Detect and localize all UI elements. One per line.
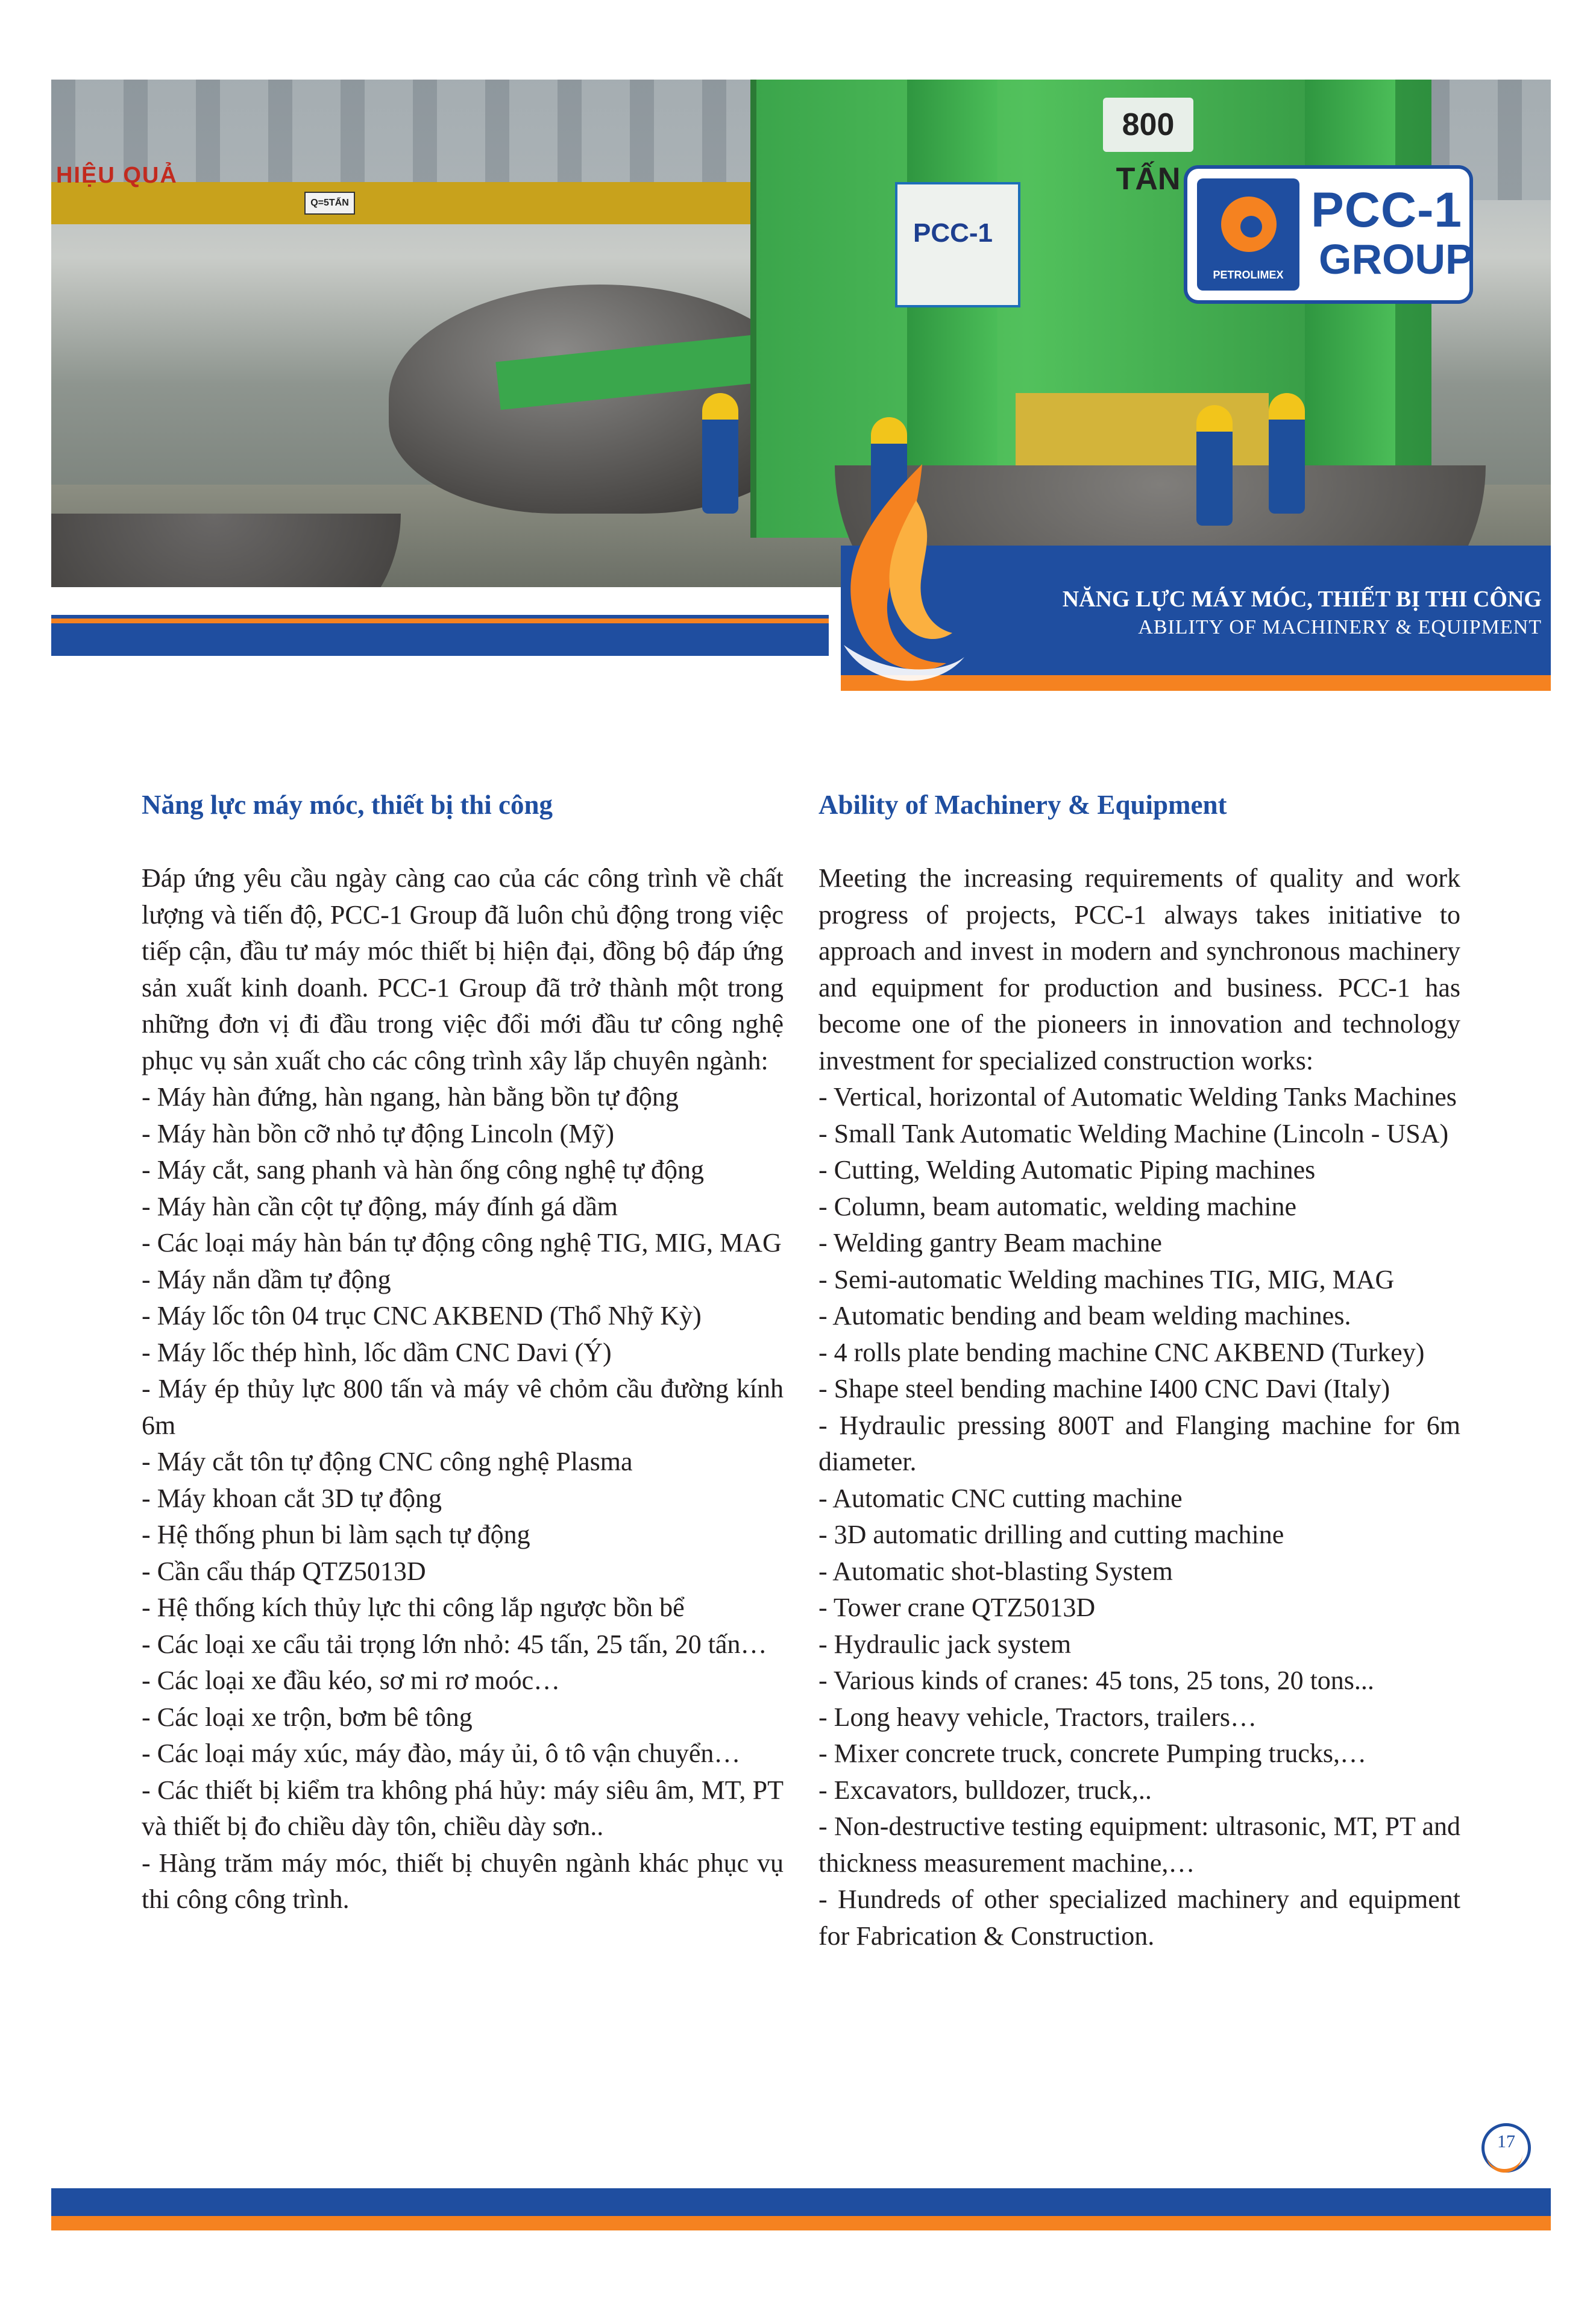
page-number-badge <box>1481 2123 1530 2171</box>
press-capacity-label: 800 TẤN <box>1103 98 1193 152</box>
column-vietnamese <box>142 787 784 1918</box>
list-item: - Tower crane QTZ5013D <box>818 1593 1096 1622</box>
list-item: - Hydraulic pressing 800T and Flanging machine for 6m diameter. <box>818 1410 1460 1476</box>
list-item: - Các loại xe trộn, bơm bê tông <box>142 1702 473 1732</box>
intro-paragraph-en: Meeting the increasing requirements of quality and work progress of projects, PCC-1 always takes initiative to approach and invest in modern and synchronous machinery and equipment for production and business. PCC-1 has become one of the pioneers in innovation and technology investment for specialized construction works: <box>818 863 1460 1075</box>
worker <box>1196 405 1233 526</box>
heading-en: Ability of Machinery & Equipment <box>818 790 1227 820</box>
pcc1-group-logo <box>1187 169 1474 300</box>
equipment-list-vn <box>142 1079 784 1918</box>
list-item: - Các loại xe đầu kéo, sơ mi rơ moóc… <box>142 1666 561 1695</box>
list-item: - Máy cắt, sang phanh và hàn ống công nghệ tự động <box>142 1155 704 1185</box>
section-title-vn: NĂNG LỰC MÁY MÓC, THIẾT BỊ THI CÔNG <box>1062 587 1542 612</box>
header-photo <box>51 80 1551 587</box>
list-item: - Long heavy vehicle, Tractors, trailers… <box>818 1702 1257 1732</box>
list-item: - Various kinds of cranes: 45 tons, 25 tons, 20 tons... <box>818 1666 1374 1695</box>
flame-icon <box>832 464 970 693</box>
section-title-en: ABILITY OF MACHINERY & EQUIPMENT <box>1138 616 1542 638</box>
list-item: - Semi-automatic Welding machines TIG, MIG, MAG <box>818 1264 1395 1294</box>
list-item: - Automatic bending and beam welding machines. <box>818 1301 1351 1330</box>
crane-banner-text: HIỆU QUẢ <box>56 163 178 188</box>
crane-capacity-sign: Q=5TẤN <box>304 192 355 215</box>
petrolimex-badge <box>1197 178 1299 291</box>
list-item: - Máy hàn đứng, hàn ngang, hàn bằng bồn tự động <box>142 1082 679 1112</box>
list-item: - Hundreds of other specialized machinery and equipment for Fabrication & Construction. <box>818 1884 1460 1951</box>
list-item: - Các loại máy hàn bán tự động công nghệ TIG, MIG, MAG <box>142 1228 782 1257</box>
list-item: - Vertical, horizontal of Automatic Welding Tanks Machines <box>818 1082 1457 1112</box>
banner-stripe-left <box>51 618 829 623</box>
footer-bar-blue <box>51 2188 1551 2216</box>
list-item: - Cần cẩu tháp QTZ5013D <box>142 1556 426 1586</box>
list-item: - Máy hàn cần cột tự động, máy đính gá dầm <box>142 1191 618 1221</box>
dish-head-left <box>51 514 401 587</box>
list-item: - Small Tank Automatic Welding Machine (Lincoln - USA) <box>818 1118 1449 1148</box>
petrolimex-text: PETROLIMEX <box>1213 269 1284 281</box>
list-item: - Máy lốc thép hình, lốc dầm CNC Davi (Ý) <box>142 1337 612 1367</box>
list-item: - Máy lốc tôn 04 trục CNC AKBEND (Thổ Nhỹ Kỳ) <box>142 1301 702 1330</box>
list-item: - Excavators, bulldozer, truck,.. <box>818 1775 1152 1805</box>
list-item: - Máy nắn dầm tự động <box>142 1264 391 1294</box>
list-item: - Welding gantry Beam machine <box>818 1228 1162 1257</box>
list-item: - Máy khoan cắt 3D tự động <box>142 1483 442 1513</box>
list-item: - 3D automatic drilling and cutting machine <box>818 1520 1284 1549</box>
worker <box>702 393 738 514</box>
list-item: - Máy cắt tôn tự động CNC công nghệ Plasma <box>142 1447 633 1476</box>
list-item: - Mixer concrete truck, concrete Pumping trucks,… <box>818 1739 1367 1768</box>
heading-vn: Năng lực máy móc, thiết bị thi công <box>142 790 553 820</box>
list-item: - Máy hàn bồn cỡ nhỏ tự động Lincoln (Mỹ) <box>142 1118 614 1148</box>
list-item: - Máy ép thủy lực 800 tấn và máy vê chỏm cầu đường kính 6m <box>142 1374 784 1440</box>
logo-name-line1: PCC-1 <box>1311 183 1463 238</box>
press-nameplate-text: PCC-1 <box>913 218 993 248</box>
list-item: - 4 rolls plate bending machine CNC AKBEND (Turkey) <box>818 1337 1425 1367</box>
worker <box>1269 393 1305 514</box>
list-item: - Hydraulic jack system <box>818 1629 1072 1659</box>
list-item: - Hàng trăm máy móc, thiết bị chuyên ngành khác phục vụ thi công công trình. <box>142 1848 784 1914</box>
list-item: - Shape steel bending machine I400 CNC Davi (Italy) <box>818 1374 1390 1403</box>
logo-name-line2: GROUP <box>1319 236 1474 283</box>
list-item: - Các loại xe cẩu tải trọng lớn nhỏ: 45 tấn, 25 tấn, 20 tấn… <box>142 1629 767 1659</box>
list-item: - Automatic shot-blasting System <box>818 1556 1173 1586</box>
list-item: - Automatic CNC cutting machine <box>818 1483 1183 1513</box>
list-item: - Các loại máy xúc, máy đào, máy ủi, ô tô vận chuyển… <box>142 1739 741 1768</box>
list-item: - Non-destructive testing equipment: ultrasonic, MT, PT and thickness measurement machine,… <box>818 1811 1460 1878</box>
list-item: - Các thiết bị kiểm tra không phá hủy: máy siêu âm, MT, PT và thiết bị đo chiều dày tôn, chiều dày sơn.. <box>142 1775 784 1841</box>
list-item: - Column, beam automatic, welding machine <box>818 1191 1297 1221</box>
list-item: - Hệ thống phun bi làm sạch tự động <box>142 1520 530 1549</box>
intro-paragraph-vn: Đáp ứng yêu cầu ngày càng cao của các công trình về chất lượng và tiến độ, PCC-1 Group đã luôn chủ động trong việc tiếp cận, đầu tư máy móc thiết bị hiện đại, đồng bộ đáp ứng sản xuất kinh doanh. PCC-1 Group đã trở thành một trong những đơn vị đi đầu trong việc đổi mới đầu tư công nghệ phục vụ sản xuất cho các công trình xây lắp chuyên ngành: <box>142 863 784 1075</box>
list-item: - Cutting, Welding Automatic Piping machines <box>818 1155 1316 1185</box>
equipment-list-en <box>818 1079 1460 1954</box>
page-number: 17 <box>1497 2132 1515 2151</box>
list-item: - Hệ thống kích thủy lực thi công lắp ngược bồn bể <box>142 1593 685 1622</box>
column-english <box>818 787 1460 1954</box>
